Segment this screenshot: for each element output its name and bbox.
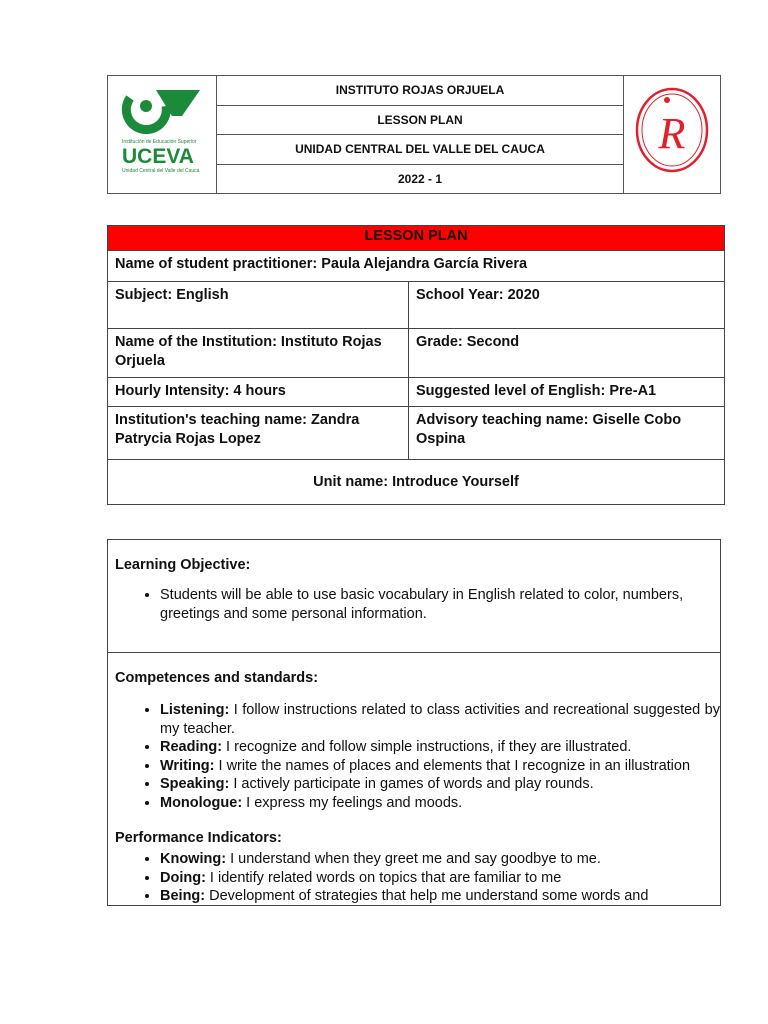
competence-label: Reading: xyxy=(160,739,223,755)
institution-teacher: Institution's teaching name: Zandra Patrycia Rojas Lopez xyxy=(108,407,409,460)
learning-objective-title: Learning Objective: xyxy=(115,557,251,573)
competence-item xyxy=(160,701,720,738)
competences-list xyxy=(115,701,720,812)
objective-list xyxy=(115,586,720,623)
competence-text: I recognize and follow simple instructions, if they are illustrated. xyxy=(222,739,632,755)
hourly-intensity: Hourly Intensity: 4 hours xyxy=(108,378,409,407)
competence-text: I express my feelings and moods. xyxy=(242,794,463,811)
section-divider xyxy=(108,652,720,653)
competence-text: I write the names of places and elements that I recognize in an illustration xyxy=(214,757,691,774)
institution-name: Name of the Institution: Instituto Rojas Orjuela xyxy=(108,329,409,378)
indicator-label: Doing: xyxy=(160,869,206,886)
grade: Grade: Second xyxy=(409,329,725,378)
competence-label: Listening: xyxy=(160,702,230,718)
seal-letter: R xyxy=(658,109,686,158)
lesson-info-table xyxy=(107,225,725,505)
indicator-item xyxy=(160,869,720,888)
objective-item: • Students will be able to use basic vocabulary in English related to color, numbers, greetings and some personal information. xyxy=(160,586,720,623)
student-practitioner: Name of student practitioner: Paula Alejandra García Rivera xyxy=(108,251,725,282)
competence-label: Speaking: xyxy=(160,776,230,792)
indicator-text: I identify related words on topics that are familiar to me xyxy=(205,869,562,886)
competence-text: I actively participate in games of words and play rounds. xyxy=(229,776,594,792)
objectives-box xyxy=(107,539,721,906)
indicator-text: Development of strategies that help me understand some words and xyxy=(205,888,649,904)
header-university: UNIDAD CENTRAL DEL VALLE DEL CAUCA xyxy=(217,135,624,165)
header-table xyxy=(107,75,721,194)
header-institute: INSTITUTO ROJAS ORJUELA xyxy=(217,76,624,106)
competences-title: Competences and standards: xyxy=(115,670,319,686)
indicator-item xyxy=(160,850,720,869)
indicator-label: Knowing: xyxy=(160,851,227,867)
logo-name: UCEVA xyxy=(122,145,194,168)
uceva-logo-cell xyxy=(108,76,217,194)
indicator-text: I understand when they greet me and say goodbye to me. xyxy=(226,851,601,867)
competence-item xyxy=(160,738,720,757)
competence-text: I follow instructions related to class activities and recreational suggested by my teacher. xyxy=(160,702,720,737)
header-lesson-plan: LESSON PLAN xyxy=(217,105,624,135)
header-period: 2022 - 1 xyxy=(217,164,624,194)
uceva-logo xyxy=(108,76,216,188)
rojas-seal-logo xyxy=(624,76,720,188)
school-year: School Year: 2020 xyxy=(409,282,725,329)
performance-indicators-title: Performance Indicators: xyxy=(115,830,282,846)
competence-item xyxy=(160,757,720,776)
competence-label: Writing: xyxy=(160,757,215,774)
competence-item xyxy=(160,775,720,794)
subject: Subject: English xyxy=(108,282,409,329)
unit-name: Unit name: Introduce Yourself xyxy=(108,460,725,505)
logo-tagline: Unidad Central del Valle del Cauca xyxy=(122,168,200,174)
competence-label: Monologue: xyxy=(160,794,243,811)
indicator-label: Being: xyxy=(160,888,206,904)
competence-item xyxy=(160,794,720,813)
english-level: Suggested level of English: Pre-A1 xyxy=(409,378,725,407)
logo-small-text: Institución de Educación Superior xyxy=(122,139,197,145)
indicators-list xyxy=(115,850,720,906)
advisory-teacher: Advisory teaching name: Giselle Cobo Ospina xyxy=(409,407,725,460)
indicator-item xyxy=(160,887,720,906)
lesson-plan-title-bar: LESSON PLAN xyxy=(108,226,725,251)
seal-cell xyxy=(624,76,721,194)
